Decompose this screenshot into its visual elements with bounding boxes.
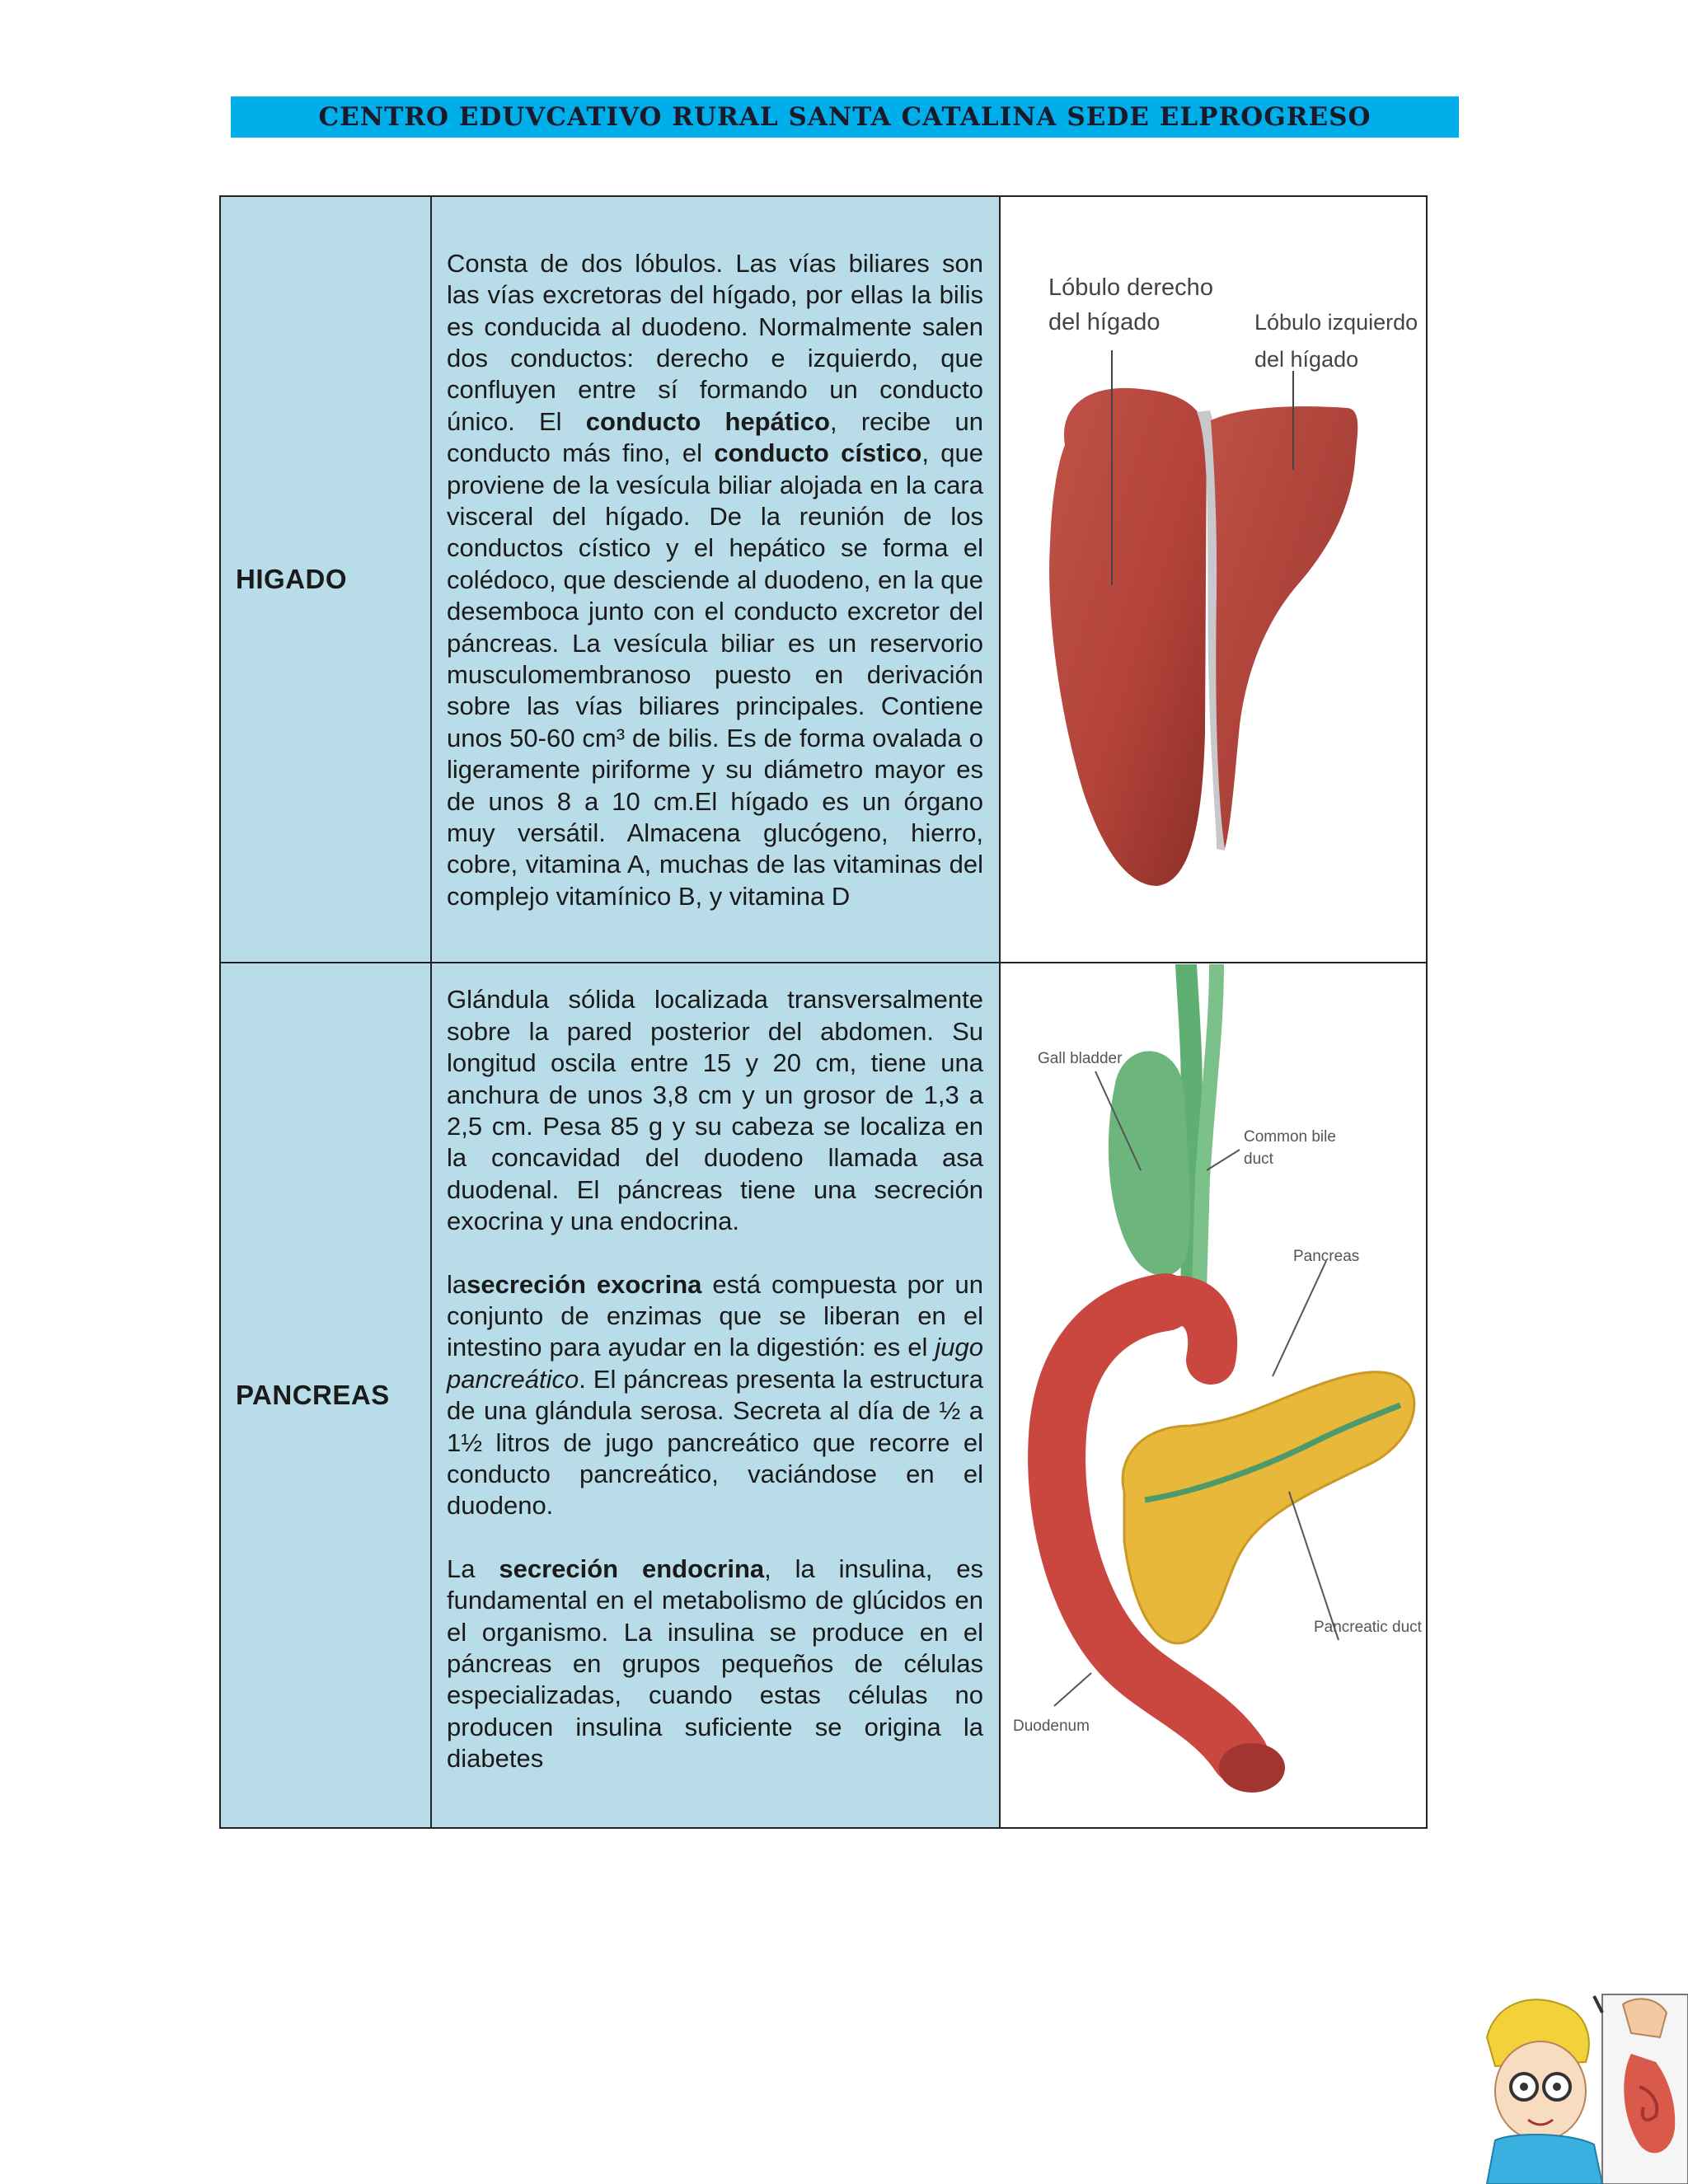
label-common-bile-1: Common bile [1244, 1128, 1336, 1146]
organ-image-cell [1000, 196, 1427, 963]
pancreas-illustration [1001, 964, 1426, 1826]
header-banner [231, 96, 1459, 138]
table-row-higado [220, 196, 1427, 963]
label-gall-bladder: Gall bladder [1038, 1050, 1123, 1067]
cartoon-corner-illustration [1479, 1988, 1688, 2184]
organ-name-cell [220, 963, 431, 1828]
pancreas-paragraph-3: La secreción endocrina, la insulina, es fundamental en el metabolismo de glúcidos en el organismo. La insulina se produce en el páncreas en grupos pequeños de células especializadas, cuando estas células no producen insulina suficiente se origina la diabetes [447, 1554, 983, 1774]
pancreas-paragraph-1: Glándula sólida localizada transversalmente sobre la pared posterior del abdomen. Su longitud oscila entre 15 y 20 cm, tiene una anchura de unos 3,8 cm y un grosor de 1,3 a 2,5 cm. Pesa 85 g y su cabeza se localiza en la concavidad del duodeno llamada asa duodenal. El páncreas tiene una secreción exocrina y una endocrina. [447, 985, 983, 1236]
organ-description-cell [431, 963, 1000, 1828]
label-pancreas: Pancreas [1293, 1248, 1360, 1265]
label-pancreatic-duct: Pancreatic duct [1314, 1619, 1422, 1636]
label-right-lobe-2: del hígado [1048, 309, 1160, 335]
term-conducto-cistico: conducto cístico [714, 438, 922, 468]
label-common-bile-2: duct [1244, 1151, 1273, 1168]
higado-description: Consta de dos lóbulos. Las vías biliares son las vías excretoras del hígado, por ellas la bilis es conducida al duodeno. Normalmente salen dos conductos: derecho e izquierdo, que confluyen entre sí formando un conducto único. El conducto hepático, recibe un conducto más fino, el conducto cístico, que proviene de la vesícula biliar alojada en la cara visceral del hígado. De la reunión de los conductos cístico y el hepático se forma el colédoco, que desciende al duodeno, en la que desemboca junto con el conducto excretor del páncreas. La vesícula biliar es un reservorio musculomembranoso puesto en derivación sobre las vías biliares principales. Contiene unos 50-60 cm³ de bilis. Es de forma ovalada o ligeramente piriforme y su diámetro mayor es de unos 8 a 10 cm.El hígado es un órgano muy versátil. Almacena glucógeno, hierro, cobre, vitamina A, muchas de las vitaminas del complejo vitamínico B, y vitamina D [447, 248, 983, 911]
pancreas-description [432, 982, 999, 1807]
table-row-pancreas [220, 963, 1427, 1828]
label-duodenum: Duodenum [1013, 1718, 1090, 1735]
organ-name-cell [220, 196, 431, 963]
liver-illustration [1001, 198, 1426, 961]
term-conducto-hepatico: conducto hepático [585, 406, 830, 436]
organs-table [219, 195, 1428, 1829]
pancreas-paragraph-2: lasecreción exocrina está compuesta por un conjunto de enzimas que se liberan en el intestino para ayudar en la digestión: es el jugo pancreático. El páncreas presenta la estructura de una glándula serosa. Secreta al día de ½ a 1½ litros de jugo pancreático que recorre el conducto pancreático, vaciándose en el duodeno. [447, 1269, 983, 1521]
label-left-lobe-2: del hígado [1254, 347, 1359, 372]
term-secrecion-exocrina: secreción exocrina [467, 1269, 702, 1299]
organ-description-cell [431, 196, 1000, 963]
term-jugo-pancreatico: jugo pancreático [447, 1333, 983, 1394]
header-title: CENTRO EDUVCATIVO RURAL SANTA CATALINA SEDE ELPROGRESO [318, 102, 1372, 132]
term-secrecion-endocrina: secreción endocrina [499, 1554, 765, 1583]
label-left-lobe-1: Lóbulo izquierdo [1254, 310, 1418, 335]
organ-image-cell [1000, 963, 1427, 1828]
organ-name-pancreas: PANCREAS [236, 1380, 390, 1410]
label-right-lobe-1: Lóbulo derecho [1048, 274, 1213, 301]
organ-name-higado: HIGADO [236, 564, 347, 594]
